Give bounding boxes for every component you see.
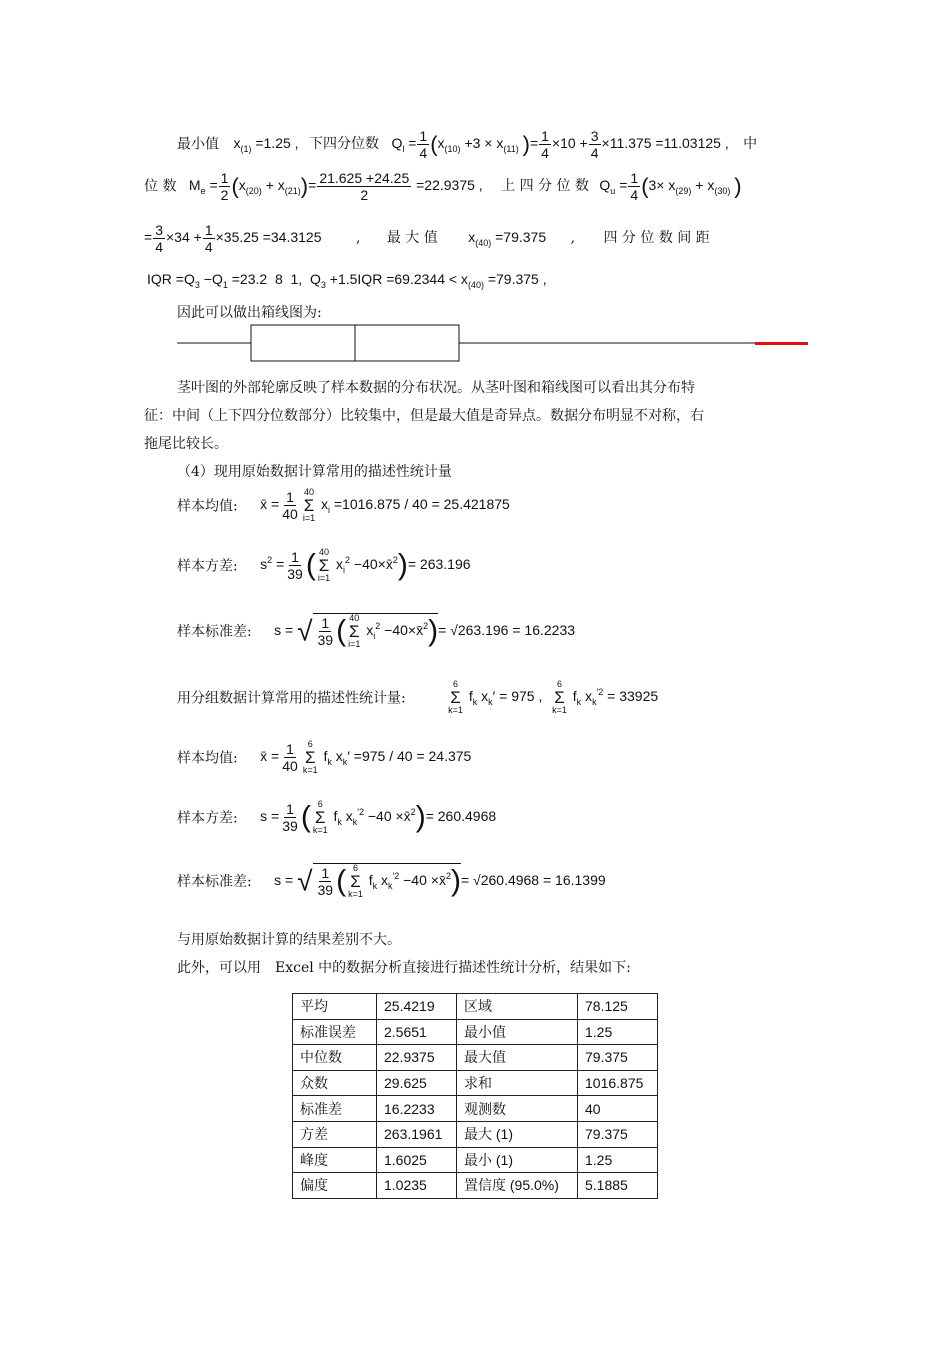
table-cell: 78.125 bbox=[578, 994, 658, 1020]
lower-quartile-label: 下四分位数 bbox=[309, 136, 379, 153]
max-label: 最 大 值 bbox=[386, 230, 438, 247]
excel-intro: 此外，可以用 Excel 中的数据分析直接进行描述性统计分析，结果如下: bbox=[177, 960, 631, 976]
table-row bbox=[293, 1070, 658, 1096]
table-cell: 1.25 bbox=[578, 1147, 658, 1173]
min-label: 最小值 bbox=[177, 136, 219, 153]
table-row bbox=[293, 994, 658, 1020]
table-cell: 众数 bbox=[293, 1070, 377, 1096]
grouped-sd-formula: s = √ $\frac{1}{39}$ ( 6 Σ k=1 $f_k$ $x_k^{'2} -40$ ×x̄$^2$)= √260.4968 = 16.1399 bbox=[274, 863, 606, 899]
table-cell: 1.6025 bbox=[377, 1147, 457, 1173]
raw-mean-result: =1016.875 / 40 = 25.421875 bbox=[333, 496, 510, 513]
table-cell: 最小 (1) bbox=[457, 1147, 578, 1173]
conclusion: 与用原始数据计算的结果差别不大。 bbox=[177, 932, 401, 948]
raw-var-formula: $s^2$ = $\frac{1}{39}$ ( 40 Σ i=1 $x_i^2$ −40×x̄$^2$)= 263.196 bbox=[260, 547, 471, 583]
table-cell: 79.375 bbox=[578, 1045, 658, 1071]
lower-quartile-formula: $Q_l$ = $\frac{1}{4}$ ($x_{(10)} +3 \times x_{(11)}$ )= $\frac{1}{4}$ ×10 + $\frac{3}{4}$ ×11.375 =11.03125 , bbox=[391, 128, 729, 162]
grouped-var-label: 样本方差: bbox=[177, 810, 238, 827]
raw-sd-result: = √263.196 = 16.2233 bbox=[438, 622, 576, 639]
iqr-label: 四 分 位 数 间 距 bbox=[603, 230, 710, 247]
table-row bbox=[293, 1121, 658, 1147]
zhong-char: 中 bbox=[743, 136, 758, 153]
upper-quartile-label: 上 四 分 位 数 bbox=[501, 178, 589, 195]
raw-sd-label: 样本标准差: bbox=[177, 624, 252, 640]
table-cell: 标准差 bbox=[293, 1096, 377, 1122]
min-formula: $x_{(1)} =1.25$ , bbox=[233, 135, 299, 155]
table-cell: 峰度 bbox=[293, 1147, 377, 1173]
grouped-sd-result: = √260.4968 = 16.1399 bbox=[460, 872, 606, 889]
raw-mean-formula: x̄ = $\frac{1}{40}$ 40 Σ i=1 $x_i =1016.875 / 40 = 25.421875$ bbox=[260, 487, 510, 523]
table-cell: 1.0235 bbox=[377, 1173, 457, 1199]
raw-mean-label: 样本均值: bbox=[177, 498, 238, 515]
para-line-3: 拖尾比较长。 bbox=[144, 436, 228, 452]
table-cell: 263.1961 bbox=[377, 1121, 457, 1147]
para-line-1: 茎叶图的外部轮廓反映了样本数据的分布状况。从茎叶图和箱线图可以看出其分布特 bbox=[177, 380, 695, 396]
max-line: = $\frac{3}{4}$ ×34 + $\frac{1}{4}$ ×35.25 =34.3125 , 最 大 值 $x_{(40)} =79.375$ , 四 分 位 数 间 距 bbox=[144, 222, 710, 256]
max-formula: $x_{(40)} =79.375$ bbox=[468, 229, 547, 249]
raw-sd-formula: s = √ $\frac{1}{39}$ ( 40 Σ i=1 $x_i^2$ −40×x̄$^2$)= √263.196 = 16.2233 bbox=[274, 613, 576, 649]
table-cell: 方差 bbox=[293, 1121, 377, 1147]
grouped-intro: 用分组数据计算常用的描述性统计量: bbox=[177, 690, 406, 707]
grouped-sums: 6 Σ k=1 $f_k$ $x_k' = 975$ , 6 Σ k=1 $f_k$ $x_k^{'2} = 33925$ bbox=[448, 679, 659, 715]
table-row bbox=[293, 1019, 658, 1045]
grouped-var-result: = 260.4968 bbox=[425, 808, 497, 825]
table-cell: 最大值 bbox=[457, 1045, 578, 1071]
upper-quartile-continued: = $\frac{3}{4}$ ×34 + $\frac{1}{4}$ ×35.25 =34.3125 bbox=[144, 222, 322, 256]
section-4-heading: （4）现用原始数据计算常用的描述性统计量 bbox=[177, 464, 452, 480]
para-line-2: 征：中间（上下四分位数部分）比较集中，但是最大值是奇异点。数据分布明显不对称，右 bbox=[144, 408, 704, 424]
raw-mean-line bbox=[177, 488, 510, 523]
table-cell: 16.2233 bbox=[377, 1096, 457, 1122]
grouped-sd-line bbox=[177, 863, 606, 899]
box-plot bbox=[177, 324, 809, 364]
grouped-sum1-result: = 975 bbox=[499, 688, 535, 705]
table-cell: 79.375 bbox=[578, 1121, 658, 1147]
table-cell: 22.9375 bbox=[377, 1045, 457, 1071]
grouped-mean-line bbox=[177, 740, 471, 775]
table-cell: 2.5651 bbox=[377, 1019, 457, 1045]
median-line bbox=[144, 170, 742, 203]
table-cell: 25.4219 bbox=[377, 994, 457, 1020]
upper-quartile-formula: $Q_u$ = $\frac{1}{4}$ ($3\times x_{(29)} + x_{(30)}$ ) bbox=[599, 170, 742, 204]
table-row bbox=[293, 1045, 658, 1071]
table-row bbox=[293, 1096, 658, 1122]
table-row bbox=[293, 1173, 658, 1199]
table-cell: 平均 bbox=[293, 994, 377, 1020]
table-cell: 40 bbox=[578, 1096, 658, 1122]
median-formula: $M_e$ = $\frac{1}{2}$ $(x_{(20)} + x_{(21)})=$ $\frac{21.625 +24.25}{2}$ =22.9375 , bbox=[188, 170, 483, 204]
table-cell: 区域 bbox=[457, 994, 578, 1020]
table-cell: 置信度 (95.0%) bbox=[457, 1173, 578, 1199]
median-label: 位 数 bbox=[144, 178, 177, 195]
table-cell: 1016.875 bbox=[578, 1070, 658, 1096]
raw-var-label: 样本方差: bbox=[177, 558, 238, 575]
table-cell: 1.25 bbox=[578, 1019, 658, 1045]
grouped-mean-result: =975 / 40 = 24.375 bbox=[353, 748, 472, 765]
table-cell: 最大 (1) bbox=[457, 1121, 578, 1147]
table-cell: 求和 bbox=[457, 1070, 578, 1096]
table-cell: 29.625 bbox=[377, 1070, 457, 1096]
grouped-intro-line bbox=[177, 680, 658, 715]
raw-var-line bbox=[177, 548, 471, 583]
table-cell: 观测数 bbox=[457, 1096, 578, 1122]
table-cell: 中位数 bbox=[293, 1045, 377, 1071]
grouped-mean-formula: x̄ = $\frac{1}{40}$ 6 Σ k=1 $f_k$ $x_k' =975 / 40 = 24.375$ bbox=[260, 739, 472, 775]
descriptive-stats-table bbox=[292, 993, 658, 1199]
raw-var-result: = 263.196 bbox=[407, 556, 471, 573]
table-cell: 5.1885 bbox=[578, 1173, 658, 1199]
iqr-formula: IQR $=Q_3 -Q_1 =23.2$ 8 1, $Q_3 +1.5IQR =69.2344 < x_{(40)} =79.375$ , bbox=[147, 271, 547, 290]
grouped-mean-label: 样本均值: bbox=[177, 750, 238, 767]
grouped-sum2-result: = 33925 bbox=[607, 688, 659, 705]
grouped-sd-label: 样本标准差: bbox=[177, 874, 252, 890]
min-value-line bbox=[177, 128, 757, 161]
grouped-var-line bbox=[177, 800, 496, 835]
grouped-var-formula: s = $\frac{1}{39}$ ( 6 Σ k=1 $f_k$ $x_k^{'2} -40$ ×x̄$^2$)= 260.4968 bbox=[260, 799, 497, 835]
table-row bbox=[293, 1147, 658, 1173]
boxplot-intro: 因此可以做出箱线图为: bbox=[177, 305, 322, 321]
raw-sd-line bbox=[177, 613, 575, 649]
table-cell: 偏度 bbox=[293, 1173, 377, 1199]
table-cell: 最小值 bbox=[457, 1019, 578, 1045]
table-cell: 标准误差 bbox=[293, 1019, 377, 1045]
